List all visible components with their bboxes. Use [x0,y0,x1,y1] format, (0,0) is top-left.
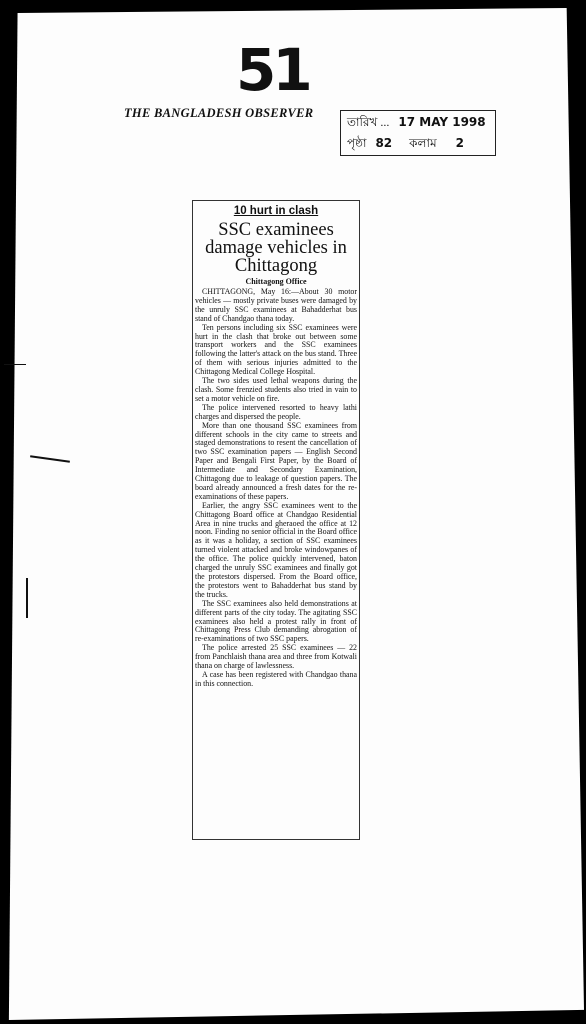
article-paragraph: The police arrested 25 SSC examinees — 22 from Panchlaish thana area and three from Kotwali thana on charge of lawlessness. [195,643,357,671]
article-headline: SSC examinees damage vehicles in Chittagong [205,220,347,276]
stamp-column-label: কলাম [409,136,437,150]
handwritten-page-number: 51 [236,36,309,104]
news-clipping [192,200,360,840]
newspaper-name: THE BANGLADESH OBSERVER [124,106,314,120]
article-paragraph: CHITTAGONG, May 16:—About 30 motor vehicles — mostly private buses were damaged by the unruly SSC examinees at Bahadderhat bus stand of Chandgao thana today. [195,287,357,323]
stamp-page-row [347,135,464,155]
date-stamp [340,110,496,156]
article-paragraph: More than one thousand SSC examinees from different schools in the city came to streets and staged demonstrations to resent the cancellation of two SSC examination papers — English Second Paper and Bengali First Paper, by the Board of Intermediate and Secondary Examination, Chittagong due to leakage of question papers. The board already announced a fresh dates for the re-examinations of these papers. [195,420,357,501]
article-paragraph: Earlier, the angry SSC examinees went to the Chittagong Board office at Chandgao Residential Area in nine trucks and gheraoed the office at 12 noon. Finding no senior official in the Board office as it was a holiday, a section of SSC examinees turned violent attacked and broke windowpanes of the office. The police quickly intervened, baton charged the unruly SSC examinees and finally got the protestors dispersed. From the Board office, the protestors went to Bahadderhat bus stand by the trucks. [195,500,357,599]
article-paragraph: The two sides used lethal weapons during the clash. Some frenzied students also tried in vain to set a motor vehicle on fire. [195,376,357,403]
stamp-date-row [347,114,486,134]
stamp-date-label: তারিখ ... [347,115,390,129]
article-kicker: 10 hurt in clash [233,205,319,217]
article-paragraph: The SSC examinees also held demonstrations at different parts of the city today. The agitating SSC examinees also held a protest rally in front of Chittagong Press Club demanding abrogation of re-examinations of two SSC papers. [195,598,357,644]
stamp-column-value: 2 [455,136,464,150]
scan-mark [26,578,28,618]
stamp-page-value: 82 [375,136,393,150]
article-body [195,288,357,689]
stamp-page-label: পৃষ্ঠা [347,136,367,150]
stamp-date-value: 17 MAY 1998 [398,115,486,129]
article-byline: Chittagong Office [245,277,307,286]
scan-mark [4,364,26,365]
article-paragraph: Ten persons including six SSC examinees were hurt in the clash that broke out between some transport workers and the SSC examinees following the latter's attack on the bus stand. Three of them with serious injuries admitted to the Chittagong Medical College Hospital. [195,322,357,377]
article-paragraph: A case has been registered with Chandgao thana in this connection. [195,669,357,688]
article-paragraph: The police intervened resorted to heavy lathi charges and dispersed the people. [195,402,357,421]
